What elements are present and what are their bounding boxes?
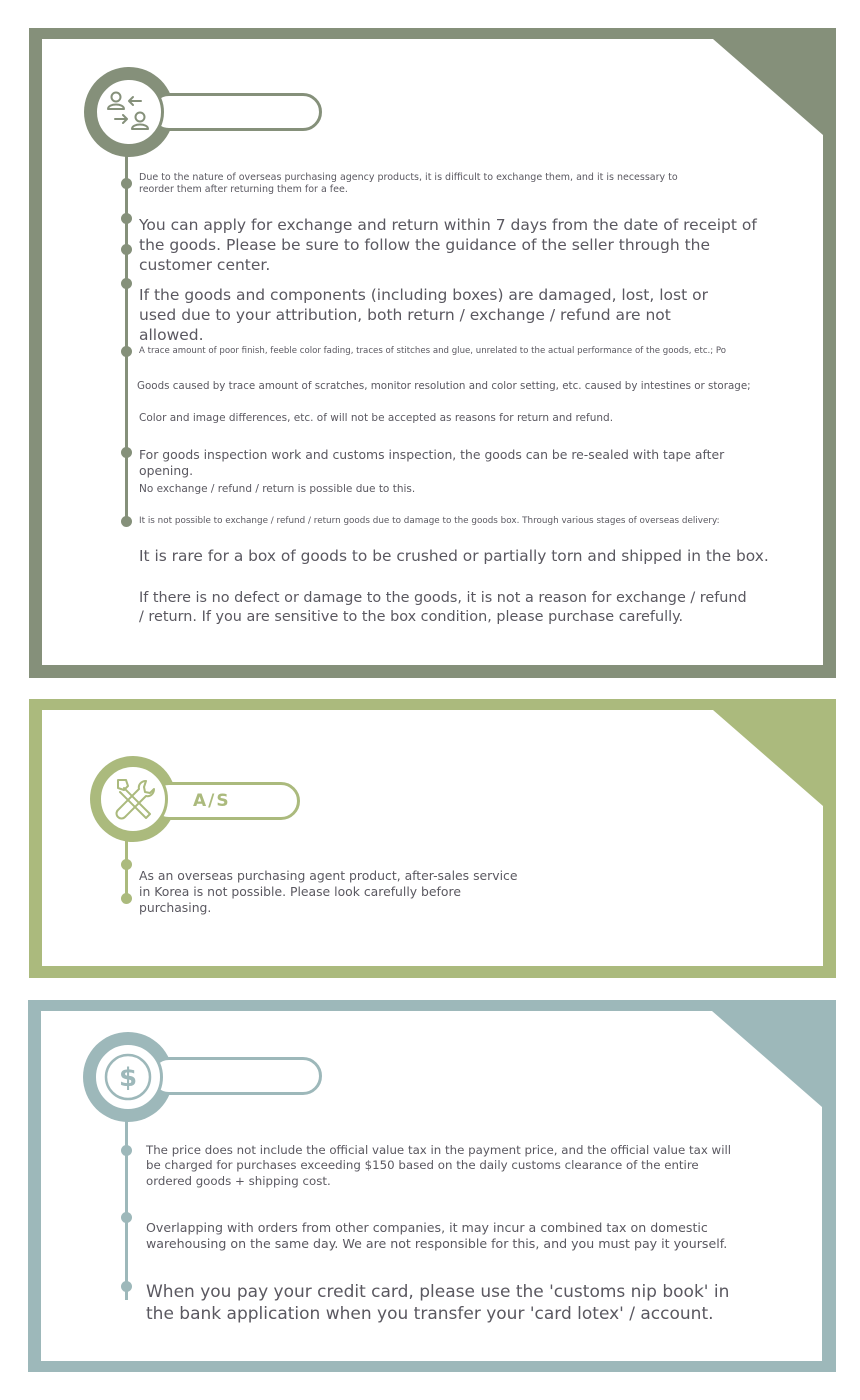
exchange-title-pill bbox=[150, 93, 322, 131]
exchange-dot-2b bbox=[121, 244, 132, 255]
price-dot-1 bbox=[121, 1145, 132, 1156]
price-item-3: When you pay your credit card, please use the 'customs nip book' in the bank application when you transfer your 'card lotex' / account. bbox=[146, 1282, 730, 1325]
exchange-item-4: A trace amount of poor finish, feeble color fading, traces of stitches and glue, unrelated to the actual performance of the goods, etc.; Po bbox=[139, 346, 727, 356]
price-item-2: Overlapping with orders from other companies, it may incur a combined tax on domestic warehousing on the same day. We are not responsible for this, and you must pay it yourself. bbox=[146, 1220, 728, 1252]
exchange-badge bbox=[94, 77, 164, 147]
as-dot-1 bbox=[121, 859, 132, 870]
exchange-people-icon bbox=[103, 86, 155, 138]
exchange-item-6: Color and image differences, etc. of will not be accepted as reasons for return and refund. bbox=[139, 412, 614, 424]
price-dot-3 bbox=[121, 1281, 132, 1292]
price-badge bbox=[93, 1042, 163, 1112]
exchange-item-1: Due to the nature of overseas purchasing agency products, it is difficult to exchange them, and it is necessary to reorder them after returning them for a fee. bbox=[139, 172, 678, 196]
exchange-item-10: It is rare for a box of goods to be crushed or partially torn and shipped in the box. bbox=[139, 547, 769, 565]
exchange-item-5: Goods caused by trace amount of scratches, monitor resolution and color setting, etc. caused by intestines or storage; bbox=[137, 380, 751, 392]
tools-icon bbox=[106, 772, 160, 826]
price-item-1: The price does not include the official value tax in the payment price, and the official value tax will be charged for purchases exceeding $150 based on the daily customs clearance of the entire ordered goods + shipping cost. bbox=[146, 1143, 732, 1188]
exchange-item-2: You can apply for exchange and return within 7 days from the date of receipt of the goods. Please be sure to follow the guidance of the seller through the customer center. bbox=[139, 216, 757, 275]
exchange-item-7: For goods inspection work and customs inspection, the goods can be re-sealed with tape after opening. bbox=[139, 447, 725, 479]
price-title-pill bbox=[150, 1057, 322, 1095]
dollar-icon bbox=[101, 1050, 155, 1104]
exchange-item-11: If there is no defect or damage to the goods, it is not a reason for exchange / refund / return. If you are sensitive to the box condition, please purchase carefully. bbox=[139, 590, 747, 625]
exchange-dot-4 bbox=[121, 346, 132, 357]
exchange-dot-1 bbox=[121, 178, 132, 189]
exchange-timeline bbox=[125, 150, 128, 525]
price-dot-2 bbox=[121, 1212, 132, 1223]
exchange-dot-9 bbox=[121, 516, 132, 527]
as-badge bbox=[98, 764, 168, 834]
exchange-item-8: No exchange / refund / return is possible due to this. bbox=[139, 483, 416, 495]
exchange-item-3: If the goods and components (including boxes) are damaged, lost, lost or used due to your attribution, both return / exchange / refund are not allowed. bbox=[139, 286, 708, 345]
price-timeline bbox=[125, 1110, 128, 1300]
exchange-dot-3 bbox=[121, 278, 132, 289]
as-title: A/S bbox=[193, 791, 231, 811]
svg-text:$: $ bbox=[118, 1063, 138, 1093]
exchange-dot-7 bbox=[121, 447, 132, 458]
exchange-item-9: It is not possible to exchange / refund / return goods due to damage to the goods box. Through various stages of overseas delivery: bbox=[139, 516, 720, 526]
as-title-pill bbox=[150, 782, 300, 820]
as-dot-2 bbox=[121, 893, 132, 904]
as-panel bbox=[29, 699, 836, 978]
exchange-dot-2 bbox=[121, 213, 132, 224]
as-item-1: As an overseas purchasing agent product, after-sales service in Korea is not possible. Please look carefully before purchasing. bbox=[139, 868, 518, 916]
